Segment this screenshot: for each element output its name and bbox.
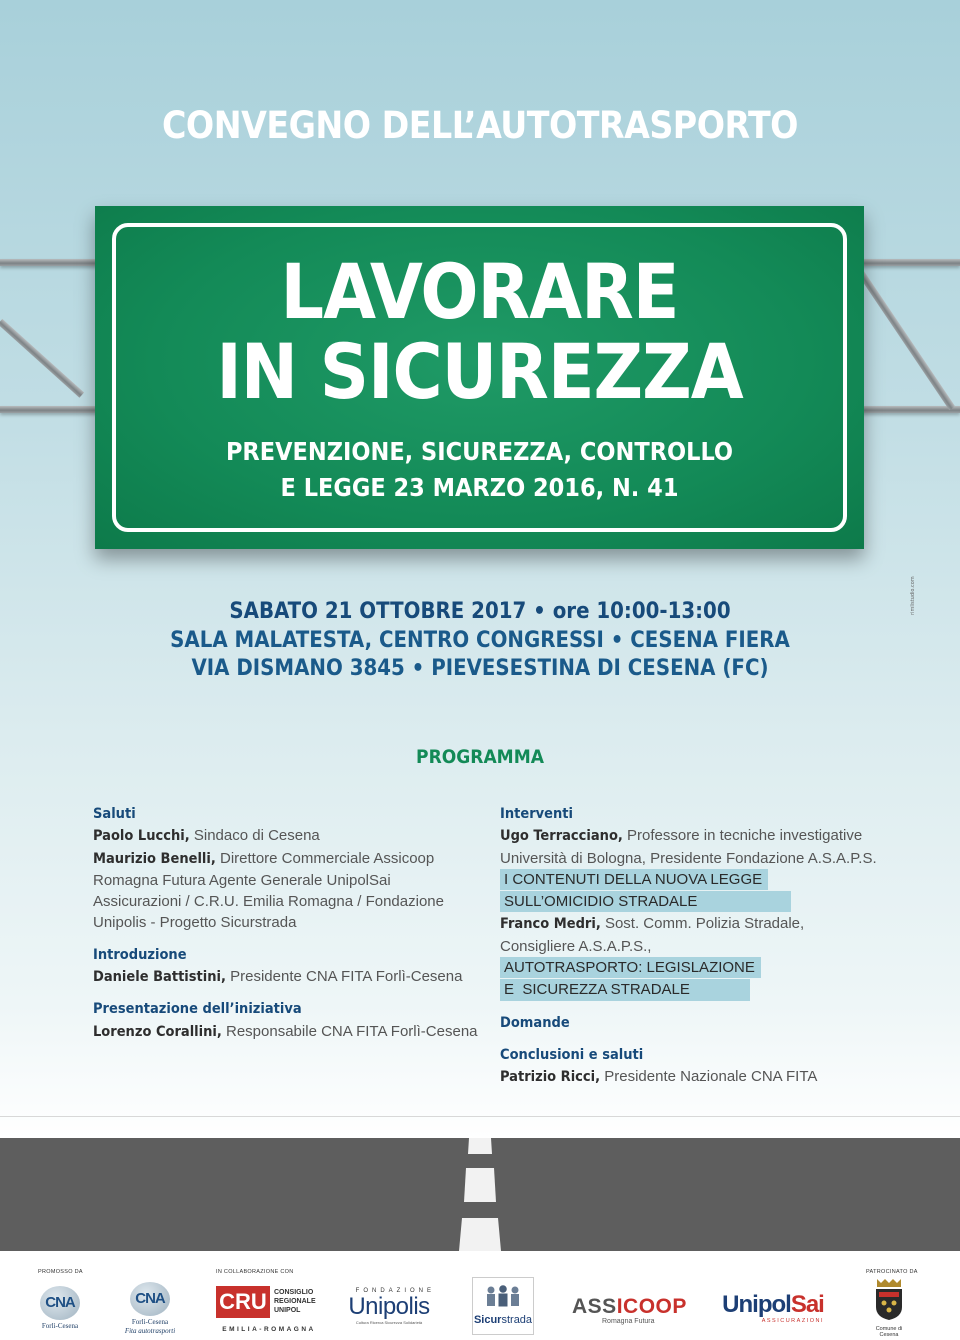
sign-title-line1: LAVORARE — [280, 247, 679, 336]
conclusioni-heading: Conclusioni e saluti — [500, 1046, 644, 1063]
collaborazione-label: IN COLLABORAZIONE CON — [216, 1269, 294, 1275]
cna-forli-cesena-logo: CNA Forlì-Cesena — [35, 1286, 85, 1331]
people-icon — [483, 1284, 523, 1308]
benelli-role-line4: Unipolis - Progetto Sicurstrada — [93, 914, 297, 932]
programma-heading: PROGRAMMA — [416, 746, 544, 768]
terracciano-role-line2: Università di Bologna, Presidente Fondazione A.S.A.P.S. — [500, 849, 877, 867]
patrocinato-label: PATROCINATO DA — [866, 1269, 918, 1275]
sign-subtitle-line1: PREVENZIONE, SICUREZZA, CONTROLLO — [225, 437, 734, 466]
introduzione-heading: Introduzione — [93, 946, 187, 963]
talk-topic-2-line1: AUTOTRASPORTO: LEGISLAZIONE — [500, 957, 761, 978]
fondazione-unipolis-logo: FONDAZIONE Unipolis Cultura Ricerca Sicurezza Solidarietà — [348, 1288, 435, 1325]
cna-fita-logo: CNA Forlì-Cesena Fita autotrasporti — [122, 1282, 178, 1336]
talk-topic-2-line2: E SICUREZZA STRADALE — [500, 979, 750, 1000]
sign-subtitle-line2: E LEGGE 23 MARZO 2016, N. 41 — [280, 473, 679, 502]
presentazione-heading: Presentazione dell’iniziativa — [93, 1001, 302, 1018]
speaker-medri: Franco Medri, Sost. Comm. Polizia Stradale, — [500, 915, 805, 933]
program-right-column — [500, 804, 900, 1089]
sicurstrada-logo: Sicurstrada — [472, 1277, 534, 1335]
event-address: VIA DISMANO 3845 • PIEVESESTINA DI CESENA (FC) — [191, 656, 769, 681]
benelli-role-line2: Romagna Futura Agente Generale UnipolSai — [93, 871, 391, 889]
cru-logo: CRU CONSIGLIO REGIONALE UNIPOL EMILIA-ROMAGNA — [216, 1286, 322, 1336]
saluti-heading: Saluti — [93, 806, 136, 822]
interventi-heading: Interventi — [500, 806, 574, 822]
city-crest-icon — [873, 1277, 905, 1321]
talk-topic-1-line2: SULL’OMICIDIO STRADALE — [500, 891, 791, 912]
divider-line — [0, 1116, 960, 1117]
road-center-stripe — [0, 1138, 960, 1251]
unipolsai-logo: UnipolSai ASSICURAZIONI — [722, 1291, 824, 1324]
speaker-corallini: Lorenzo Corallini, Responsabile CNA FITA Forlì-Cesena — [93, 1022, 478, 1040]
comune-di-cesena-logo: Comune di Cesena — [866, 1277, 912, 1338]
talk-topic-1 — [500, 869, 900, 914]
speaker-battistini: Daniele Battistini, Presidente CNA FITA Forlì-Cesena — [93, 968, 463, 986]
benelli-role-line3: Assicurazioni / C.R.U. Emilia Romagna / Fondazione — [93, 893, 444, 911]
domande-heading: Domande — [500, 1014, 570, 1031]
speaker-lucchi: Paolo Lucchi, Sindaco di Cesena — [93, 827, 320, 845]
program-left-column — [93, 804, 483, 1043]
highway-sign — [95, 206, 864, 549]
sign-title-line2: IN SICUREZZA — [216, 327, 743, 416]
event-datetime: SABATO 21 OTTOBRE 2017 • ore 10:00-13:00 — [229, 599, 731, 624]
speaker-ricci: Patrizio Ricci, Presidente Nazionale CNA FITA — [500, 1068, 818, 1086]
talk-topic-2 — [500, 957, 900, 1002]
promosso-label: PROMOSSO DA — [38, 1269, 83, 1275]
designer-credit: rimlistudio.com — [910, 576, 916, 615]
event-venue: SALA MALATESTA, CENTRO CONGRESSI • CESENA FIERA — [170, 628, 790, 653]
medri-role-line2: Consigliere A.S.A.P.S., — [500, 937, 652, 955]
event-type-heading: CONVEGNO DELL’AUTOTRASPORTO — [162, 104, 798, 147]
talk-topic-1-line1: I CONTENUTI DELLA NUOVA LEGGE — [500, 869, 768, 890]
sign-gantry-left — [0, 0, 100, 420]
road-illustration — [0, 1138, 960, 1251]
speaker-benelli: Maurizio Benelli, Direttore Commerciale Assicoop — [93, 849, 435, 867]
assicoop-logo: ASSICOOP Romagna Futura — [572, 1295, 687, 1325]
sign-gantry-right — [860, 0, 960, 420]
sponsors-footer — [0, 1252, 960, 1340]
speaker-terracciano: Ugo Terracciano, Professore in tecniche investigative — [500, 827, 863, 845]
